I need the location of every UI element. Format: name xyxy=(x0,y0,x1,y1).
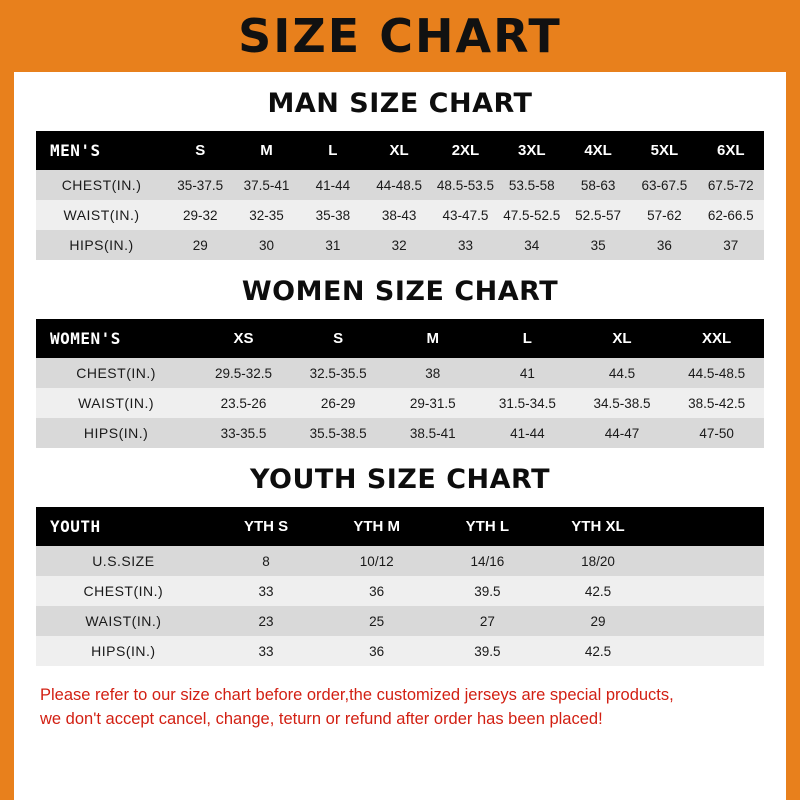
row-label-waist: WAIST(IN.) xyxy=(36,388,196,418)
cell: 29.5-32.5 xyxy=(196,358,291,388)
cell: 38 xyxy=(385,358,480,388)
table-row xyxy=(36,170,764,200)
cell xyxy=(653,546,764,576)
cell: 38-43 xyxy=(366,200,432,230)
table-row xyxy=(36,230,764,260)
cell: 38.5-41 xyxy=(385,418,480,448)
cell: 44.5-48.5 xyxy=(669,358,764,388)
col-header-l: L xyxy=(480,319,575,358)
col-header-s: S xyxy=(291,319,386,358)
col-header-m: M xyxy=(385,319,480,358)
cell: 43-47.5 xyxy=(432,200,498,230)
cell: 57-62 xyxy=(631,200,697,230)
cell: 25 xyxy=(321,606,432,636)
cell: 14/16 xyxy=(432,546,543,576)
cell: 44.5 xyxy=(575,358,670,388)
table-header-row xyxy=(36,131,764,170)
col-header-l: L xyxy=(300,131,366,170)
table-row xyxy=(36,606,764,636)
col-header-s: S xyxy=(167,131,233,170)
cell: 33-35.5 xyxy=(196,418,291,448)
cell: 30 xyxy=(233,230,299,260)
cell: 29-32 xyxy=(167,200,233,230)
cell: 33 xyxy=(211,636,322,666)
cell: 32.5-35.5 xyxy=(291,358,386,388)
col-header-xl: XL xyxy=(366,131,432,170)
cell: 41-44 xyxy=(480,418,575,448)
cell: 38.5-42.5 xyxy=(669,388,764,418)
chart-content xyxy=(14,88,786,732)
cell: 32-35 xyxy=(233,200,299,230)
cell: 36 xyxy=(631,230,697,260)
col-header-yth-xl: YTH XL xyxy=(543,507,654,546)
women-section-title: WOMEN SIZE CHART xyxy=(241,276,559,307)
cell: 32 xyxy=(366,230,432,260)
col-header-3xl: 3XL xyxy=(499,131,565,170)
cell: 39.5 xyxy=(432,576,543,606)
man-section-title: MAN SIZE CHART xyxy=(267,88,533,119)
order-policy-note xyxy=(36,684,764,732)
col-header-xl: XL xyxy=(575,319,670,358)
row-label-waist: WAIST(IN.) xyxy=(36,200,167,230)
cell xyxy=(653,576,764,606)
cell: 34 xyxy=(499,230,565,260)
cell: 42.5 xyxy=(543,636,654,666)
table-header-row xyxy=(36,507,764,546)
col-header-mens: MEN'S xyxy=(36,131,167,170)
col-header-2xl: 2XL xyxy=(432,131,498,170)
cell: 18/20 xyxy=(543,546,654,576)
cell: 67.5-72 xyxy=(698,170,764,200)
col-header-youth: YOUTH xyxy=(36,507,211,546)
note-line-2: we don't accept cancel, change, teturn or refund after order has been placed! xyxy=(40,709,603,728)
row-label-hips: HIPS(IN.) xyxy=(36,230,167,260)
cell: 34.5-38.5 xyxy=(575,388,670,418)
cell: 37.5-41 xyxy=(233,170,299,200)
table-row xyxy=(36,418,764,448)
cell: 42.5 xyxy=(543,576,654,606)
col-header-yth-l: YTH L xyxy=(432,507,543,546)
man-size-chart-table xyxy=(36,131,764,260)
row-label-hips: HIPS(IN.) xyxy=(36,636,211,666)
cell: 35-38 xyxy=(300,200,366,230)
cell: 33 xyxy=(432,230,498,260)
row-label-chest: CHEST(IN.) xyxy=(36,576,211,606)
cell: 29 xyxy=(543,606,654,636)
table-row xyxy=(36,358,764,388)
cell: 52.5-57 xyxy=(565,200,631,230)
cell: 26-29 xyxy=(291,388,386,418)
cell: 36 xyxy=(321,576,432,606)
col-header-6xl: 6XL xyxy=(698,131,764,170)
cell: 29 xyxy=(167,230,233,260)
table-row xyxy=(36,636,764,666)
youth-section-title: YOUTH SIZE CHART xyxy=(249,464,551,495)
table-row xyxy=(36,388,764,418)
youth-size-chart-table xyxy=(36,507,764,666)
table-row xyxy=(36,576,764,606)
cell: 35 xyxy=(565,230,631,260)
cell xyxy=(653,636,764,666)
women-size-chart-table xyxy=(36,319,764,448)
col-header-xs: XS xyxy=(196,319,291,358)
cell: 35-37.5 xyxy=(167,170,233,200)
cell: 23 xyxy=(211,606,322,636)
cell: 53.5-58 xyxy=(499,170,565,200)
cell: 62-66.5 xyxy=(698,200,764,230)
col-header-yth-m: YTH M xyxy=(321,507,432,546)
col-header-4xl: 4XL xyxy=(565,131,631,170)
cell: 33 xyxy=(211,576,322,606)
cell: 39.5 xyxy=(432,636,543,666)
cell: 29-31.5 xyxy=(385,388,480,418)
cell: 31.5-34.5 xyxy=(480,388,575,418)
row-label-us-size: U.S.SIZE xyxy=(36,546,211,576)
row-label-chest: CHEST(IN.) xyxy=(36,358,196,388)
cell: 41 xyxy=(480,358,575,388)
col-header-yth-s: YTH S xyxy=(211,507,322,546)
cell: 23.5-26 xyxy=(196,388,291,418)
cell: 58-63 xyxy=(565,170,631,200)
cell: 47.5-52.5 xyxy=(499,200,565,230)
cell: 37 xyxy=(698,230,764,260)
cell: 44-48.5 xyxy=(366,170,432,200)
cell: 48.5-53.5 xyxy=(432,170,498,200)
cell: 10/12 xyxy=(321,546,432,576)
row-label-chest: CHEST(IN.) xyxy=(36,170,167,200)
table-header-row xyxy=(36,319,764,358)
page-title: SIZE CHART xyxy=(238,9,562,63)
row-label-waist: WAIST(IN.) xyxy=(36,606,211,636)
cell: 27 xyxy=(432,606,543,636)
cell: 44-47 xyxy=(575,418,670,448)
cell: 41-44 xyxy=(300,170,366,200)
note-line-1: Please refer to our size chart before order,the customized jerseys are special products, xyxy=(40,686,674,704)
col-header-blank xyxy=(653,507,764,546)
cell: 36 xyxy=(321,636,432,666)
table-row xyxy=(36,200,764,230)
cell xyxy=(653,606,764,636)
table-row xyxy=(36,546,764,576)
page-banner xyxy=(0,0,800,72)
cell: 8 xyxy=(211,546,322,576)
col-header-5xl: 5XL xyxy=(631,131,697,170)
col-header-womens: WOMEN'S xyxy=(36,319,196,358)
col-header-xxl: XXL xyxy=(669,319,764,358)
row-label-hips: HIPS(IN.) xyxy=(36,418,196,448)
cell: 31 xyxy=(300,230,366,260)
cell: 35.5-38.5 xyxy=(291,418,386,448)
col-header-m: M xyxy=(233,131,299,170)
cell: 63-67.5 xyxy=(631,170,697,200)
cell: 47-50 xyxy=(669,418,764,448)
